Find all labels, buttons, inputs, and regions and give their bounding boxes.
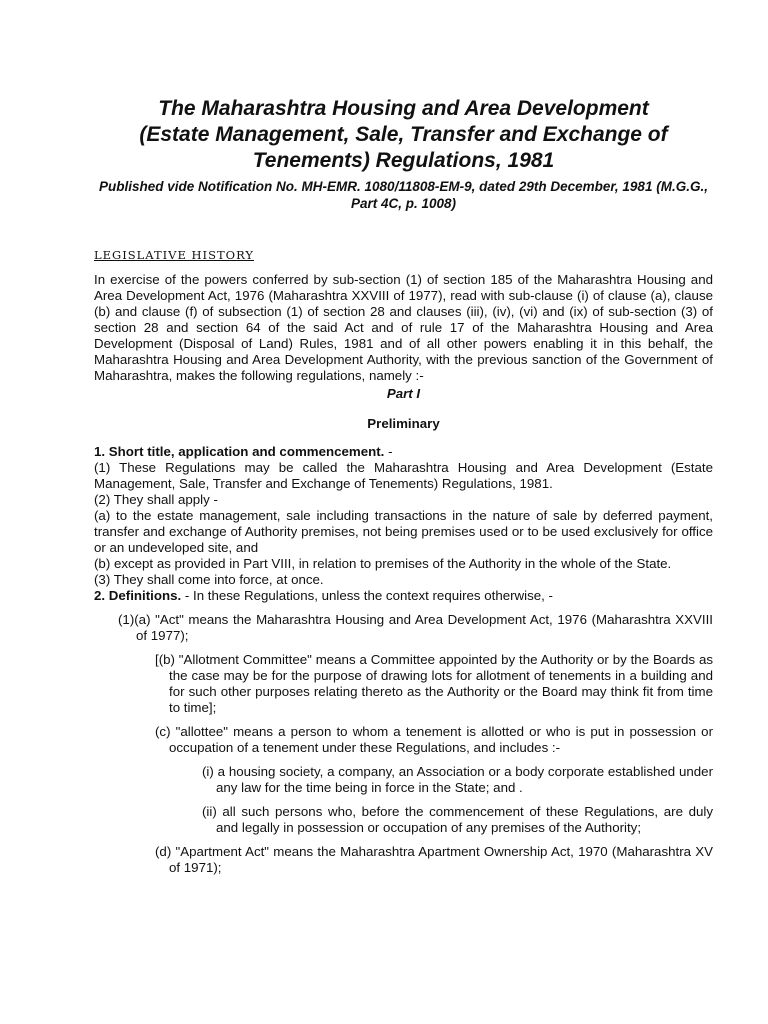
- definition-act: (1)(a) "Act" means the Maharashtra Housing and Area Development Act, 1976 (Maharashtra XXVIII of 1977);: [118, 612, 713, 643]
- definition-allottee: (c) "allottee" means a person to whom a tenement is allotted or who is put in possession or occupation of a tenement under these Regulations, and includes :-: [155, 724, 713, 755]
- section-1-subsection-3: (3) They shall come into force, at once.: [94, 572, 324, 587]
- section-2-heading: [94, 588, 713, 604]
- section-2-title-tail: - In these Regulations, unless the context requires otherwise, -: [181, 588, 553, 603]
- title-line-1: The Maharashtra Housing and Area Development: [158, 97, 649, 120]
- section-1-title-tail: -: [384, 444, 393, 459]
- document-title: [94, 96, 713, 174]
- publication-note: Published vide Notification No. MH-EMR. 1080/11808-EM-9, dated 29th December, 1981 (M.G.G., Part 4C, p. 1008): [99, 179, 708, 211]
- title-line-3: Tenements) Regulations, 1981: [252, 149, 555, 172]
- section-1-title: 1. Short title, application and commencement.: [94, 444, 385, 459]
- section-1-subsection-1: (1) These Regulations may be called the Maharashtra Housing and Area Development (Estate Management, Sale, Transfer and Exchange of Tenements) Regulations, 1981.: [94, 460, 713, 491]
- section-1-clause-b: (b) except as provided in Part VIII, in relation to premises of the Authority in the whole of the State.: [94, 556, 672, 571]
- section-1-clause-a: (a) to the estate management, sale including transactions in the nature of sale by deferred payment, transfer and exchange of Authority premises, not being premises used or to be used exclusively for office or an undeveloped site, and: [94, 508, 713, 555]
- legislative-history-text: In exercise of the powers conferred by sub-section (1) of section 185 of the Maharashtra Housing and Area Development Act, 1976 (Maharashtra XXVIII of 1977), read with sub-clause (i) of clause (a), clause (b) and clause (f) of subsection (1) of section 28 and clauses (iii), (iv), (vi) and (ix) of sub-section (3) of section 28 and section 64 of the said Act and of rule 17 of the Maharashtra Housing and Area Development (Disposal of Land) Rules, 1981 and of all other powers enabling it in this behalf, the Maharashtra Housing and Area Development Authority, with the previous sanction of the Government of Maharashtra, makes the following regulations, namely :-: [94, 272, 713, 383]
- title-line-2: (Estate Management, Sale, Transfer and Exchange of: [139, 123, 668, 146]
- definition-allottee-i: (i) a housing society, a company, an Association or a body corporate established under any law for the time being in force in the State; and .: [202, 764, 713, 795]
- section-1-heading: [94, 444, 713, 460]
- legislative-history-heading: LEGISLATIVE HISTORY: [94, 248, 254, 262]
- section-2-title: 2. Definitions.: [94, 588, 182, 603]
- part-heading: Part I: [386, 386, 421, 401]
- chapter-heading: Preliminary: [367, 416, 440, 431]
- definition-allottee-ii: (ii) all such persons who, before the commencement of these Regulations, are duly and legally in possession or occupation of any premises of the Authority;: [202, 804, 713, 835]
- section-1-subsection-2: (2) They shall apply -: [94, 492, 218, 507]
- definition-apartment-act: (d) "Apartment Act" means the Maharashtra Apartment Ownership Act, 1970 (Maharashtra XV of 1971);: [155, 844, 713, 875]
- definition-allotment-committee: [(b) "Allotment Committee" means a Committee appointed by the Authority or by the Boards as the case may be for the purpose of drawing lots for allotment of tenements in a building and for such other purposes relating thereto as the Authority or the Board may think fit from time to time];: [155, 652, 713, 715]
- document-page: [94, 96, 713, 876]
